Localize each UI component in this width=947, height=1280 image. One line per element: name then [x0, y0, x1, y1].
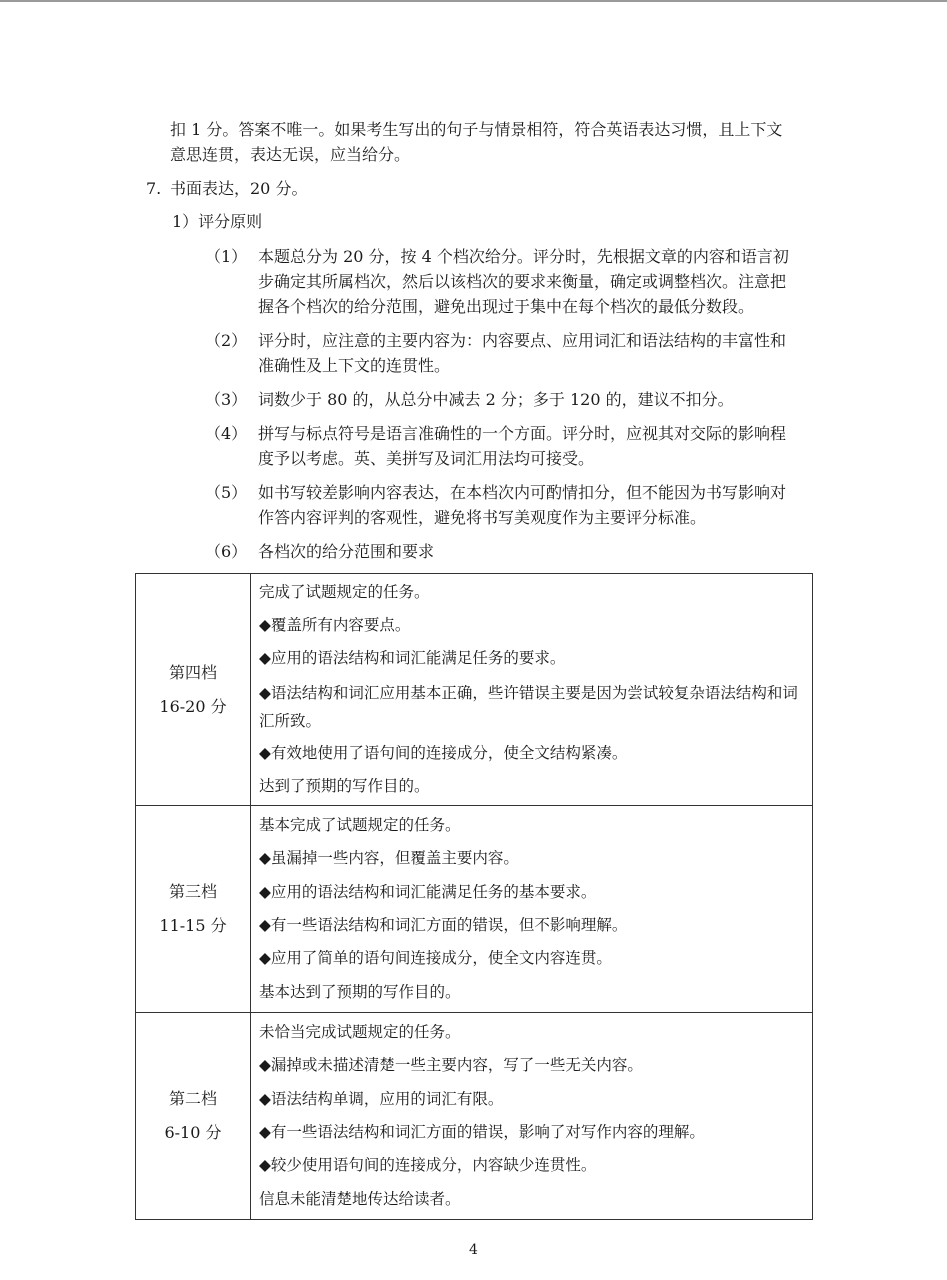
- band-item: 未恰当完成试题规定的任务。: [259, 1023, 461, 1042]
- intro-line-1: 扣 1 分。答案不唯一。如果考生写出的句子与情景相符，符合英语表达习惯，且上下文: [170, 120, 783, 139]
- band-description-cell: [251, 806, 813, 1013]
- band-item: 基本完成了试题规定的任务。: [259, 816, 461, 835]
- principle-line: 拼写与标点符号是语言准确性的一个方面。评分时，应视其对交际的影响程: [258, 424, 787, 443]
- section-number: 7.: [146, 179, 162, 198]
- principle-line: 步确定其所属档次，然后以该档次的要求来衡量，确定或调整档次。注意把: [258, 272, 787, 291]
- band-row: [136, 1013, 813, 1220]
- band-item: ◆较少使用语句间的连接成分，内容缺少连贯性。: [259, 1156, 597, 1175]
- principle-number: （4）: [205, 424, 248, 443]
- band-item: ◆应用的语法结构和词汇能满足任务的要求。: [259, 649, 566, 668]
- band-row: [136, 574, 813, 806]
- band-item: ◆语法结构和词汇应用基本正确，些许错误主要是因为尝试较复杂语法结构和词汇所致。: [259, 683, 798, 730]
- band-name: 第二档: [168, 1089, 217, 1108]
- principle-line: 如书写较差影响内容表达，在本档次内可酌情扣分，但不能因为书写影响对: [258, 483, 787, 502]
- principle-line: 准确性及上下文的连贯性。: [258, 356, 451, 375]
- band-item: ◆虽漏掉一些内容，但覆盖主要内容。: [259, 849, 519, 868]
- band-description-cell: [251, 1013, 813, 1220]
- intro-line-2: 意思连贯，表达无误，应当给分。: [170, 145, 411, 164]
- principle-number: （3）: [205, 390, 248, 409]
- band-item: ◆应用的语法结构和词汇能满足任务的基本要求。: [259, 882, 597, 901]
- band-item: 完成了试题规定的任务。: [259, 582, 430, 601]
- principle-line: 度予以考虑。英、美拼写及词汇用法均可接受。: [258, 449, 595, 468]
- section-title: 书面表达，20 分。: [170, 179, 308, 198]
- band-label-cell: [136, 806, 251, 1013]
- band-name: 第三档: [168, 882, 217, 901]
- band-name: 第四档: [168, 662, 217, 682]
- principle-line: 本题总分为 20 分，按 4 个档次给分。评分时，先根据文章的内容和语言初: [258, 247, 789, 266]
- principle-line: 评分时，应注意的主要内容为：内容要点、应用词汇和语法结构的丰富性和: [258, 331, 787, 350]
- principle-number: （2）: [205, 331, 248, 350]
- band-description-cell: [251, 574, 813, 806]
- top-border-line: [0, 0, 947, 2]
- band-range: 11-15 分: [159, 916, 227, 935]
- band-item: ◆语法结构单调，应用的词汇有限。: [259, 1089, 504, 1108]
- principle-line: 词数少于 80 的，从总分中减去 2 分；多于 120 的，建议不扣分。: [258, 390, 734, 409]
- band-item: 基本达到了预期的写作目的。: [259, 982, 461, 1001]
- band-label-cell: [136, 574, 251, 806]
- band-item: 达到了预期的写作目的。: [259, 776, 430, 795]
- band-item: ◆有一些语法结构和词汇方面的错误，但不影响理解。: [259, 916, 628, 934]
- principle-number: （1）: [205, 247, 248, 266]
- band-range: 16-20 分: [159, 696, 227, 716]
- band-item: ◆有效地使用了语句间的连接成分，使全文结构紧凑。: [259, 743, 628, 762]
- principle-line: 握各个档次的给分范围，避免出现过于集中在每个档次的最低分数段。: [258, 297, 755, 316]
- band-item: ◆覆盖所有内容要点。: [259, 616, 411, 635]
- page-number: 4: [469, 1242, 478, 1258]
- principle-number: （6）: [205, 542, 248, 561]
- band-item: ◆漏掉或未描述清楚一些主要内容，写了一些无关内容。: [259, 1056, 643, 1075]
- subsection-title: 1）评分原则: [172, 212, 263, 231]
- grading-table: [135, 573, 813, 1220]
- principle-line: 作答内容评判的客观性，避免将书写美观度作为主要评分标准。: [258, 508, 707, 527]
- band-label-cell: [136, 1013, 251, 1220]
- band-range: 6-10 分: [164, 1123, 222, 1142]
- band-row: [136, 806, 813, 1013]
- band-item: ◆有一些语法结构和词汇方面的错误，影响了对写作内容的理解。: [259, 1123, 705, 1141]
- principle-number: （5）: [205, 483, 248, 502]
- principle-line: 各档次的给分范围和要求: [258, 542, 435, 561]
- band-item: 信息未能清楚地传达给读者。: [259, 1189, 461, 1208]
- band-item: ◆应用了简单的语句间连接成分，使全文内容连贯。: [259, 949, 612, 968]
